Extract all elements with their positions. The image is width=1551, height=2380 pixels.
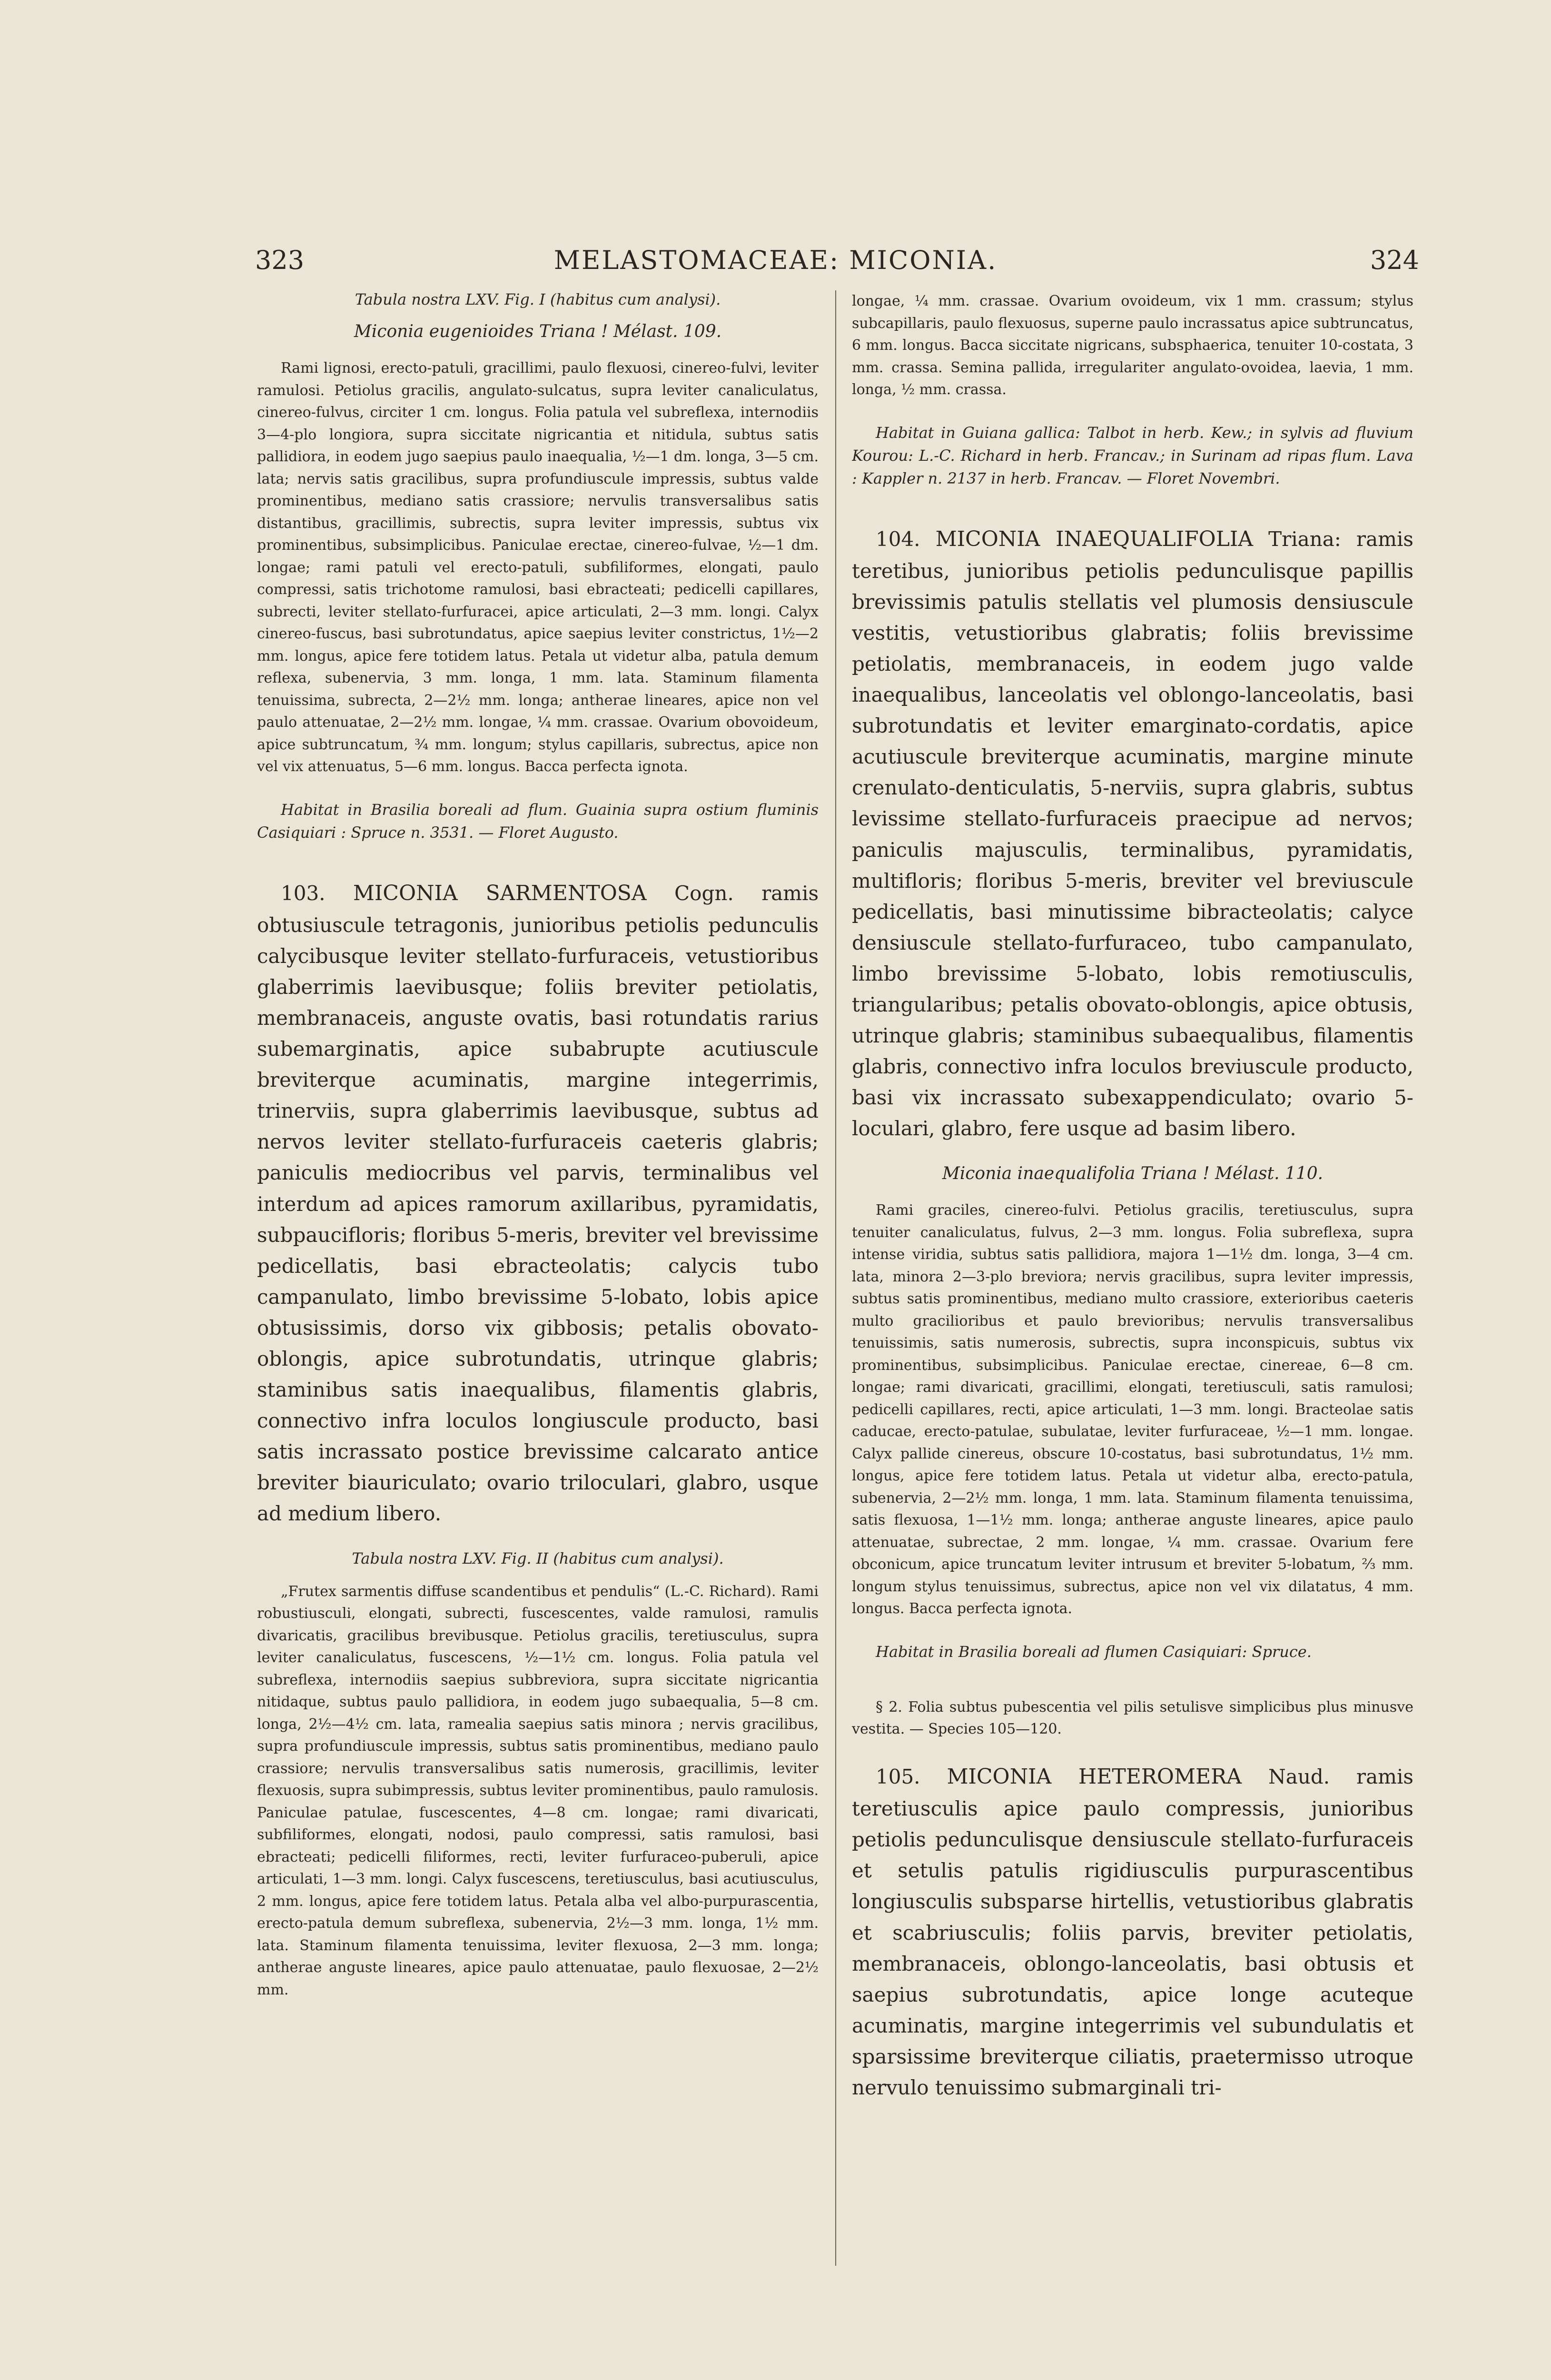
species-104-number: 104. xyxy=(876,527,920,551)
species-104-diagnosis xyxy=(852,523,1413,1144)
figure-caption-1: Tabula nostra LXV. Fig. I (habitus cum analysi). xyxy=(355,290,721,308)
page-number-left: 323 xyxy=(255,245,305,275)
species-104-habitat: Habitat in Brasilia boreali ad flumen Casiquiari: Spruce. xyxy=(876,1642,1312,1661)
species-103-diagnosis-text: ramis obtusiuscule tetragonis, junioribus petiolis pedunculis calycibusque leviter stellato-furfuraceis, vetustioribus glaberrimis laevibusque; foliis breviter petiolatis, membranaceis, anguste ovatis, basi rotundatis rarius subemarginatis, apice subabrupte acutiuscule breviterque acuminatis, margine integerrimis, trinerviis, supra glaberrimis laevibusque, subtus ad nervos leviter stellato-furfuraceis caeteris glabris; paniculis mediocribus vel parvis, terminalibus vel interdum ad apices ramorum axillaribus, pyramidatis, subpaucifloris; floribus 5-meris, breviter vel brevissime pedicellatis, basi ebracteolatis; calycis tubo campanulato, limbo brevissime 5-lobato, lobis apice obtusissimis, dorso vix gibbosis; petalis obovato-oblongis, apice subrotundatis, utrinque glabris; staminibus satis inaequalibus, filamentis glabris, connectivo infra loculos longiuscule producto, basi satis incrassato postice brevissime calcarato antice breviter biauriculato; ovario triloculari, glabro, usque ad medium libero. xyxy=(257,881,819,1526)
species-103-description: „Frutex sarmentis diffuse scandentibus et pendulis“ (L.-C. Richard). Rami robustiusculi, elongati, subrecti, fuscescentes, valde ramulosi, ramulis divaricatis, gracilibus brevibusque. Petiolus gracilis, teretiusculus, supra leviter canaliculatus, fuscescens, ½—1½ cm. longus. Folia patula vel subreflexa, internodiis saepius subbreviora, supra siccitate nigricantia nitidaque, subtus paulo pallidiora, in eodem jugo subaequalia, 5—8 cm. longa, 2½—4½ cm. lata, ramealia saepius satis minora ; nervis gracilibus, supra profundiuscule impressis, subtus satis prominentibus, mediano paulo crassiore; nervulis transversalibus satis numerosis, gracillimis, leviter flexuosis, supra subimpressis, subtus leviter prominentibus, paulo ramulosis. Paniculae patulae, fuscescentes, 4—8 cm. longae; rami divaricati, subfiliformes, elongati, nodosi, paulo compressi, satis ramulosi, basi ebracteati; pedicelli filiformes, recti, leviter furfuraceo-puberuli, apice articulati, 1—3 mm. longi. Calyx fuscescens, teretiusculus, basi acutiusculus, 2 mm. longus, apice fere totidem latus. Petala alba vel albo-purpurascentia, erecto-patula demum subreflexa, subenervia, 2½—3 mm. longa, 1½ mm. lata. Staminum filamenta tenuissima, leviter flexuosa, 2—3 mm. longa; antherae anguste lineares, apice paulo attenuatae, paulo flexuosae, 2—2½ mm. xyxy=(257,1583,819,1998)
species-102-description: Rami lignosi, erecto-patuli, gracillimi, paulo flexuosi, cinereo-fulvi, leviter ramulosi. Petiolus gracilis, angulato-sulcatus, supra leviter canaliculatus, cinereo-fulvus, circiter 1 cm. longus. Folia patula vel subreflexa, internodiis 3—4-plo longiora, supra siccitate nigricantia et nitidula, subtus satis pallidiora, in eodem jugo saepius paulo inaequalia, ½—1 dm. longa, 3—5 cm. lata; nervis satis gracilibus, supra profundiuscule impressis, subtus valde prominentibus, mediano satis crassiore; nervulis transversalibus satis distantibus, gracillimis, subrectis, supra leviter impressis, subtus vix prominentibus, subsimplicibus. Paniculae erectae, cinereo-fulvae, ½—1 dm. longae; rami patuli vel erecto-patuli, subfiliformes, elongati, paulo compressi, satis trichotome ramulosi, basi ebracteati; pedicelli capillares, subrecti, leviter stellato-furfuracei, apice articulati, 2—3 mm. longi. Calyx cinereo-fuscus, basi subrotundatus, apice saepius leviter constrictus, 1½—2 mm. longus, apice fere totidem latus. Petala ut videtur alba, patula demum reflexa, subenervia, 3 mm. longa, 1 mm. lata. Staminum filamenta tenuissima, subrecta, 2—2½ mm. longa; antherae lineares, apice non vel paulo attenuatae, 2—2½ mm. longae, ¼ mm. crassae. Ovarium obovoideum, apice subtruncatum, ¾ mm. longum; stylus capillaris, subrectus, apice non vel vix attenuatus, 5—6 mm. longus. Bacca perfecta ignota. xyxy=(257,360,819,775)
species-103-diagnosis xyxy=(257,877,819,1529)
species-104-name: MICONIA INAEQUALIFOLIA xyxy=(935,526,1254,551)
left-column xyxy=(257,290,819,2266)
species-103-habitat: Habitat in Guiana gallica: Talbot in herb. Kew.; in sylvis ad fluvium Kourou: L.-C. Richard in herb. Francav.; in Surinam ad ripas flum. Lava : Kappler n. 2137 in herb. Francav. — Floret Novembri. xyxy=(852,423,1413,487)
species-102-habitat: Habitat in Brasilia boreali ad flum. Guainia supra ostium fluminis Casiquiari : Spruce n. 3531. — Floret Augusto. xyxy=(257,800,819,842)
species-102-heading: Miconia eugenioides Triana ! Mélast. 109. xyxy=(354,322,722,341)
species-104-diagnosis-text: ramis teretibus, junioribus petiolis pedunculisque papillis brevissimis patulis stellatis vel plumosis densiuscule vestitis, vetustioribus glabratis; foliis brevissime petiolatis, membranaceis, in eodem jugo valde inaequalibus, lanceolatis vel oblongo-lanceolatis, basi subrotundatis et leviter emarginato-cordatis, apice acutiuscule breviterque acuminatis, margine minute crenulato-denticulatis, 5-nerviis, supra glabris, subtus levissime stellato-furfuraceis praecipue ad nervos; paniculis majusculis, terminalibus, pyramidatis, multifloris; floribus 5-meris, breviter vel breviuscule pedicellatis, basi minutissime bibracteolatis; calyce densiuscule stellato-furfuraceo, tubo campanulato, limbo brevissime 5-lobato, lobis remotiusculis, triangularibus; petalis obovato-oblongis, apice obtusis, utrinque glabris; staminibus subaequalibus, filamentis glabris, connectivo infra loculos breviuscule producto, basi vix incrassato subexappendiculato; ovario 5-loculari, glabro, fere usque ad basim libero. xyxy=(852,527,1413,1140)
species-105-name: MICONIA HETEROMERA xyxy=(947,1764,1242,1789)
right-column xyxy=(852,290,1413,2266)
species-105-diagnosis-text: ramis teretiusculis apice paulo compressis, junioribus petiolis pedunculisque densiuscule stellato-furfuraceis et setulis patulis rigidiusculis purpurascentibus longiusculis subsparse hirtellis, vetustioribus glabratis et scabriusculis; foliis parvis, breviter petiolatis, membranaceis, oblongo-lanceolatis, basi obtusis et saepius subrotundatis, apice longe acuteque acuminatis, margine integerrimis vel subundulatis et sparsissime breviterque ciliatis, praetermisso utroque nervulo tenuissimo submarginali tri- xyxy=(852,1765,1413,2099)
species-104-heading: Miconia inaequalifolia Triana ! Mélast. 110. xyxy=(942,1164,1324,1184)
species-103-name: MICONIA SARMENTOSA xyxy=(353,881,647,905)
species-105-number: 105. xyxy=(876,1765,920,1788)
figure-caption-2: Tabula nostra LXV. Fig. II (habitus cum analysi). xyxy=(352,1549,724,1567)
species-105-author: Naud. xyxy=(1268,1765,1330,1788)
running-title: MELASTOMACEAE: MICONIA. xyxy=(553,245,998,275)
section-note: § 2. Folia subtus pubescentia vel pilis setulisve simplicibus plus minusve vestita. — Species 105—120. xyxy=(852,1698,1413,1738)
species-105-diagnosis xyxy=(852,1761,1413,2103)
species-103-author: Cogn. xyxy=(674,881,734,905)
column-divider xyxy=(835,290,836,2266)
species-104-author: Triana: xyxy=(1268,527,1341,551)
species-104-description: Rami graciles, cinereo-fulvi. Petiolus gracilis, teretiusculus, supra tenuiter canaliculatus, fulvus, 2—3 mm. longus. Folia subreflexa, supra intense viridia, subtus satis pallidiora, majora 1—1½ dm. longa, 3—4 cm. lata, minora 2—3-plo breviora; nervis gracilibus, supra leviter impressis, subtus satis prominentibus, mediano multo crassiore, exterioribus caeteris multo gracilioribus et paulo brevioribus; nervulis transversalibus tenuissimis, satis numerosis, subrectis, supra inconspicuis, subtus vix prominentibus, subsimplicibus. Paniculae erectae, cinereae, 6—8 cm. longae; rami divaricati, gracillimi, elongati, teretiusculi, satis ramulosi; pedicelli capillares, recti, apice articulati, 1—3 mm. longi. Bracteolae satis caducae, erecto-patulae, subulatae, leviter furfuraceae, ½—1 mm. longae. Calyx pallide cinereus, obscure 10-costatus, basi subrotundatus, 1½ mm. longus, apice fere totidem latus. Petala ut videtur alba, erecto-patula, subenervia, 2—2½ mm. longa, 1 mm. lata. Staminum filamenta tenuissima, satis flexuosa, 1—1½ mm. longa; antherae anguste lineares, apice paulo attenuatae, subrectae, 2 mm. longae, ¼ mm. crassae. Ovarium fere obconicum, apice truncatum leviter intrusum et breviter 5-lobatum, ⅔ mm. longum stylus tenuissimus, subrectus, apice non vel vix dilatatus, 4 mm. longus. Bacca perfecta ignota. xyxy=(852,1202,1413,1617)
species-103-description-continued: longae, ¼ mm. crassae. Ovarium ovoideum, vix 1 mm. crassum; stylus subcapillaris, paulo flexuosus, superne paulo incrassatus apice subtruncatus, 6 mm. longus. Bacca siccitate nigricans, subsphaerica, tenuiter 10-costata, 3 mm. crassa. Semina pallida, irregulariter angulato-ovoidea, laevia, 1 mm. longa, ½ mm. crassa. xyxy=(852,293,1413,398)
species-103-number: 103. xyxy=(281,881,326,905)
page-number-right: 324 xyxy=(1370,245,1419,275)
running-header xyxy=(0,245,1551,278)
